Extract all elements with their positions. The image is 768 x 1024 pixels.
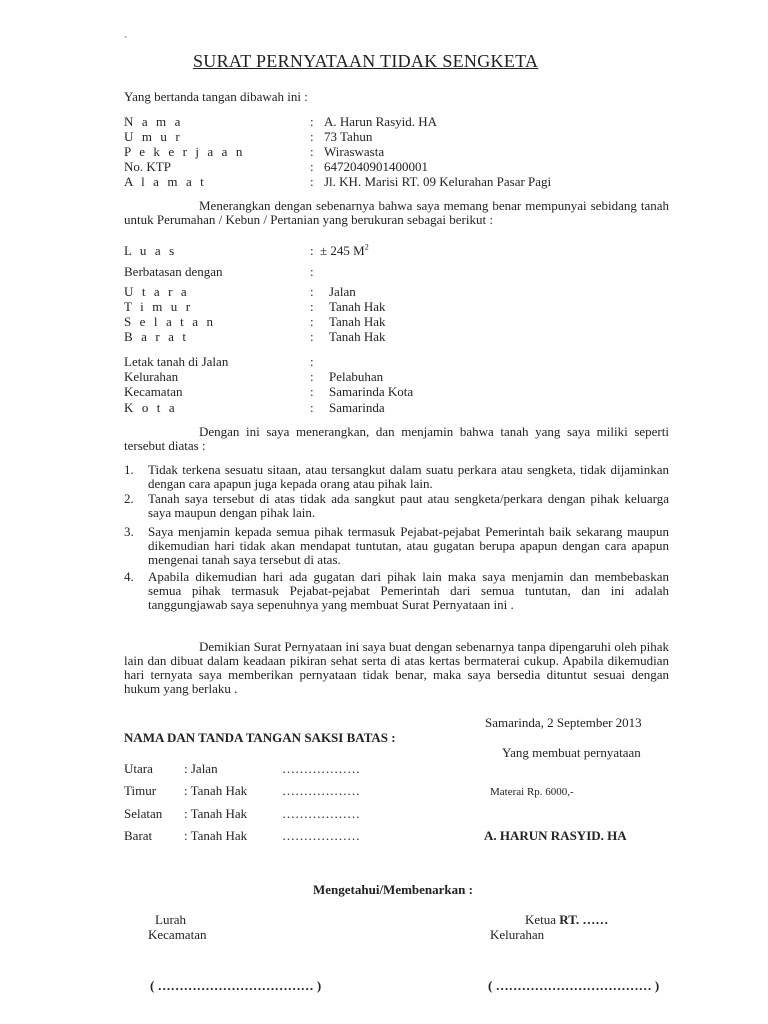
materai-stamp-label: Materai Rp. 6000,- (490, 786, 574, 798)
boundary-value: Tanah Hak (329, 314, 386, 329)
witness-label: Utara (124, 761, 153, 776)
guarantee-paragraph (124, 425, 669, 453)
boundary-value: Tanah Hak (329, 329, 386, 344)
identity-label: U m u r (124, 129, 183, 144)
boundary-label: B a r a t (124, 329, 189, 344)
list-text: Tidak terkena sesuatu sitaan, atau tersangkut dalam suatu perkara atau sengketa, tidak dijaminkan dengan cara apapun juga kepada orang atau pihak lain. (148, 462, 669, 491)
identity-label: No. KTP (124, 159, 171, 174)
location-label: Kecamatan (124, 384, 183, 399)
identity-label: A l a m a t (124, 174, 207, 189)
location-label: Letak tanah di Jalan (124, 354, 229, 369)
lurah-title: Lurah (155, 912, 187, 927)
witness-value: : Tanah Hak (184, 828, 248, 843)
closing-text: Demikian Surat Pernyataan ini saya buat dengan sebenarnya tanpa dipengaruhi oleh pihak lain dan dibuat dalam keadaan pikiran sehat serta di atas kertas bermaterai cukup. Apabila dikemudian hari ternyata saya memberikan pernyataan tidak benar, maka saya bersedia dituntut sesuai dengan hukum yang berlaku . (124, 639, 669, 696)
identity-value: 6472040901400001 (324, 159, 428, 174)
list-number: 4. (124, 569, 134, 584)
witness-signature-dots: ……………… (282, 806, 360, 821)
declarant-label: Yang membuat pernyataan (502, 745, 641, 760)
guarantee-text: Dengan ini saya menerangkan, dan menjamin bahwa tanah yang saya miliki seperti tersebut diatas : (124, 424, 669, 453)
boundary-value: Jalan (329, 284, 356, 299)
land-label: Berbatasan dengan (124, 264, 223, 279)
list-text: Saya menjamin kepada semua pihak termasuk Pejabat-pejabat Pemerintah baik sekarang maupun dikemudian hari tidak akan mendapat tuntutan, atau gugatan berupa apapun dengan cara apapun mengenai tanah saya tersebut di atas. (148, 524, 669, 567)
ketua-rt-title (525, 912, 608, 927)
rt-signature-line: ( ……………………………… ) (488, 978, 660, 993)
witness-value: : Tanah Hak (184, 806, 248, 821)
witness-label: Barat (124, 828, 153, 843)
identity-colon: : (310, 159, 314, 174)
list-text: Apabila dikemudian hari ada gugatan dari pihak lain maka saya menjamin dan membebaskan semua pihak termasuk Pejabat-pejabat Pemerintah dari semua tuntutan, dan ini adalah tanggungjawab saya sepenuhnya yang membuat Surat Pernyataan ini . (148, 569, 669, 612)
lurah-signature-line: ( ……………………………… ) (150, 978, 322, 993)
witness-value: : Jalan (184, 761, 218, 776)
header-mark: ` (124, 36, 128, 47)
statement-text: Menerangkan dengan sebenarnya bahwa saya memang benar mempunyai sebidang tanah untuk Perumahan / Kebun / Pertanian yang berukuran sebagai berikut : (124, 198, 669, 227)
witness-heading: NAMA DAN TANDA TANGAN SAKSI BATAS : (124, 730, 396, 745)
boundary-label: T i m u r (124, 299, 193, 314)
boundary-label: U t a r a (124, 284, 190, 299)
list-number: 3. (124, 524, 134, 539)
identity-colon: : (310, 144, 314, 159)
document-title: SURAT PERNYATAAN TIDAK SENGKETA (193, 51, 539, 71)
list-number: 2. (124, 491, 134, 506)
location-label: Kelurahan (124, 369, 179, 384)
acknowledge-heading: Mengetahui/Membenarkan : (313, 882, 473, 897)
identity-label: N a m a (124, 114, 183, 129)
location-label: K o t a (124, 400, 178, 415)
identity-colon: : (310, 174, 314, 189)
statement-paragraph (124, 199, 669, 227)
list-text: Tanah saya tersebut di atas tidak ada sangkut paut atau sengketa/perkara dengan pihak keluarga saya maupun dengan pihak lain. (148, 491, 669, 520)
ketua-rt-number: RT. …… (559, 912, 609, 927)
declarant-name: A. HARUN RASYID. HA (484, 828, 627, 843)
identity-label: P e k e r j a a n (124, 144, 245, 159)
closing-paragraph (124, 640, 669, 696)
kecamatan-title: Kecamatan (148, 927, 207, 942)
list-number: 1. (124, 462, 134, 477)
land-area-unit-exponent: 2 (364, 242, 369, 252)
location-value: Pelabuhan (329, 369, 384, 384)
witness-label: Selatan (124, 806, 163, 821)
boundary-label: S e l a t a n (124, 314, 216, 329)
witness-signature-dots: ……………… (282, 828, 360, 843)
place-date: Samarinda, 2 September 2013 (485, 715, 642, 730)
identity-value: A. Harun Rasyid. HA (324, 114, 438, 129)
identity-colon: : (310, 114, 314, 129)
identity-colon: : (310, 129, 314, 144)
identity-value: Wiraswasta (324, 144, 385, 159)
witness-signature-dots: ……………… (282, 783, 360, 798)
witness-row (124, 761, 153, 776)
identity-value: 73 Tahun (324, 129, 373, 144)
witness-signature-dots: ……………… (282, 761, 360, 776)
location-value: Samarinda (329, 400, 385, 415)
boundary-value: Tanah Hak (329, 299, 386, 314)
ketua-rt-prefix: Ketua (525, 912, 560, 927)
land-label: L u a s (124, 243, 177, 258)
intro-text: Yang bertanda tangan dibawah ini : (124, 89, 308, 104)
witness-label: Timur (124, 783, 157, 798)
witness-value: : Tanah Hak (184, 783, 248, 798)
kelurahan-title: Kelurahan (490, 927, 545, 942)
identity-value: Jl. KH. Marisi RT. 09 Kelurahan Pasar Pagi (324, 174, 552, 189)
location-value: Samarinda Kota (329, 384, 414, 399)
land-area-value: ± 245 M (320, 243, 365, 258)
